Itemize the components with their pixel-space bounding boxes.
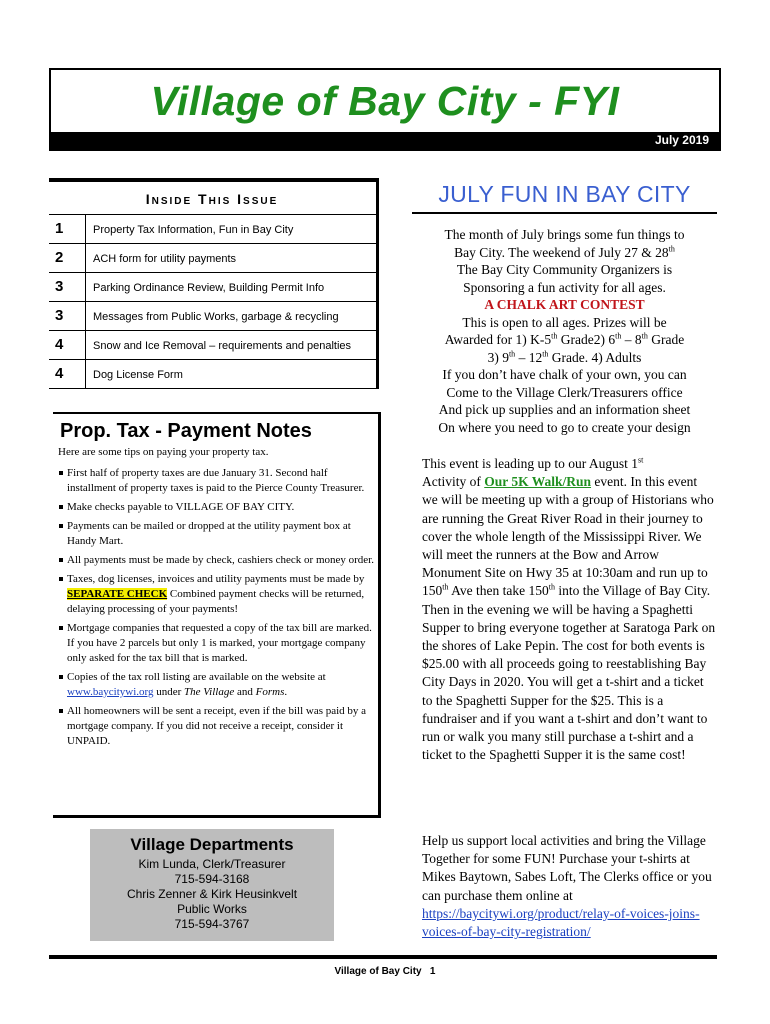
list-item <box>58 500 374 515</box>
superscript: th <box>542 349 549 358</box>
the-village-text: The Village <box>184 686 235 698</box>
superscript: th <box>668 244 675 253</box>
superscript: st <box>637 455 644 465</box>
list-item <box>58 466 374 496</box>
superscript: th <box>615 331 622 341</box>
bullet-text: Copies of the tax roll listing are available on the website at <box>67 671 326 683</box>
divider <box>53 815 381 818</box>
bullet-text: Combined payment checks will be returned, delaying processing of your payments! <box>67 588 365 615</box>
newsletter-title: Village of Bay City - FYI <box>150 78 620 124</box>
divider <box>85 331 86 360</box>
toc-text: Snow and Ice Removal – requirements and penalties <box>93 340 352 352</box>
chalk-art-contest-heading: A CHALK ART CONTEST <box>484 297 645 312</box>
intro-line: The Bay City Community Organizers is <box>456 262 673 277</box>
divider <box>49 178 376 182</box>
department-line: 715-594-3168 <box>174 872 250 886</box>
list-item <box>58 704 374 749</box>
intro-text: Awarded for 1) K-5 <box>444 332 552 347</box>
divider <box>85 244 86 273</box>
inside-title-text: Inside This Issue <box>145 191 279 207</box>
toc-page: 4 <box>55 365 64 382</box>
list-item <box>58 572 374 617</box>
paragraph-text: This event is leading up to our August 1 <box>422 456 638 471</box>
toc-page: 3 <box>55 278 64 295</box>
intro-line: On where you need to go to create your design <box>438 419 691 435</box>
date-bar <box>49 132 721 151</box>
bullet-text: under <box>153 686 185 698</box>
toc-page: 1 <box>55 220 64 237</box>
paragraph-text: Help us support local activities and bring the Village Together for some FUN! Purchase your t-shirts at Mikes Baytown, Sabes Loft, The Clerks office or you can purchase them online at <box>422 833 712 903</box>
page-footer: Village of Bay City 1 <box>334 966 436 977</box>
toc-text: Dog License Form <box>93 369 183 381</box>
intro-text: 3) 9 <box>487 349 509 365</box>
intro-text: – 12 <box>515 349 543 365</box>
intro-line <box>412 331 717 349</box>
inside-this-issue-title <box>49 191 375 207</box>
july-fun-title: JULY FUN IN BAY CITY <box>438 181 691 207</box>
bullet-text: First half of property taxes are due January 31. Second half installment of property taxes is paid to the Pierce County Treasurer. <box>67 467 365 494</box>
department-line: Kim Lunda, Clerk/Treasurer <box>138 857 286 871</box>
intro-line: If you don’t have chalk of your own, you can <box>442 367 687 382</box>
toc-text: Parking Ordinance Review, Building Permit Info <box>93 282 325 294</box>
divider <box>378 412 381 818</box>
property-tax-intro: Here are some tips on paying your property tax. <box>58 446 269 458</box>
chalk-contest-intro <box>412 226 717 436</box>
divider <box>53 412 381 414</box>
list-item <box>58 553 374 568</box>
bullet-text: All payments must be made by check, cashiers check or money order. <box>67 554 374 566</box>
toc-row[interactable] <box>49 243 376 273</box>
divider <box>85 360 86 389</box>
toc-row[interactable] <box>49 272 376 302</box>
toc-row[interactable] <box>49 359 376 389</box>
intro-line <box>412 349 717 367</box>
toc-page: 2 <box>55 249 64 266</box>
toc-page: 3 <box>55 307 64 324</box>
forms-text: Forms <box>255 686 285 698</box>
superscript: th <box>442 582 449 592</box>
toc-row[interactable] <box>49 301 376 331</box>
toc-row[interactable] <box>49 330 376 360</box>
toc-text: Property Tax Information, Fun in Bay City <box>93 224 294 236</box>
toc-text: Messages from Public Works, garbage & recycling <box>93 311 339 323</box>
bullet-text: and <box>234 686 256 698</box>
department-line: Public Works <box>177 902 247 916</box>
intro-line: Sponsoring a fun activity for all ages. <box>463 279 666 295</box>
paragraph-text: event. In this event we will be meeting up with a group of Historians who are running the Great River Road in their journey to cover the whole length of the Mississippi River. We will meet the runners at the Bow and Arrow Monument Site on Hwy 35 at 10:30am and run up to 150 <box>422 474 714 599</box>
5k-walk-run-link[interactable]: Our 5K Walk/Run <box>484 474 592 490</box>
bullet-text: Taxes, dog licenses, invoices and utility payments must be made by <box>67 573 365 585</box>
divider <box>376 178 379 388</box>
toc-page: 4 <box>55 336 64 353</box>
property-tax-box <box>53 412 381 818</box>
divider <box>85 273 86 302</box>
intro-line: The month of July brings some fun things to <box>444 227 685 242</box>
intro-line <box>412 244 717 262</box>
superscript: th <box>551 331 558 341</box>
intro-text: Bay City. The weekend of July 27 & 28 <box>454 244 669 260</box>
inside-this-issue-box <box>49 178 379 389</box>
intro-text: Grade <box>647 332 685 347</box>
intro-text: – 8 <box>621 332 642 347</box>
bullet-text: All homeowners will be sent a receipt, even if the bill was paid by a mortgage company. If you did not receive a receipt, consider it UNPAID. <box>67 705 367 747</box>
divider <box>85 302 86 331</box>
superscript: th <box>548 582 555 592</box>
divider <box>85 215 86 244</box>
property-tax-list <box>58 466 374 753</box>
bullet-text: Mortgage companies that requested a copy of the tax bill are marked. If you have 2 parcels but only 1 is marked, your mortgage company only asked for the tax bill that is marked. <box>67 622 372 664</box>
divider <box>49 955 717 959</box>
bullet-text: Make checks payable to VILLAGE OF BAY CITY. <box>67 501 295 513</box>
support-paragraph <box>422 832 716 941</box>
intro-line: And pick up supplies and an information sheet <box>438 402 691 417</box>
superscript: th <box>508 349 516 358</box>
bullet-text: Payments can be mailed or dropped at the utility payment box at Handy Mart. <box>67 520 351 547</box>
list-item <box>58 670 374 700</box>
intro-text: Grade2) 6 <box>557 332 616 347</box>
intro-line: Come to the Village Clerk/Treasurers office <box>446 384 683 400</box>
divider <box>412 212 717 214</box>
paragraph-text: into the Village of Bay City. Then in the evening we will be having a Spaghetti Supper to bring everyone together at Saratoga Park on the shores of Lake Pepin. The cost for both events is $25.00 with all proceeds going to reestablishing Bay City Days in 2020. You will get a t-shirt and a ticket to the Spaghetti Supper for the $25. This is a fundraiser and if you want a t-shirt and don’t want to run or walk you many still purchase a t-shirt and a ticket to the Spaghetti Supper it is the same cost! <box>422 583 716 763</box>
intro-text: Grade. 4) Adults <box>548 349 642 365</box>
toc-text: ACH form for utility payments <box>93 253 237 265</box>
superscript: th <box>641 331 648 341</box>
paragraph-text: Activity of <box>422 474 485 490</box>
departments-title: Village Departments <box>130 835 294 854</box>
department-line: Chris Zenner & Kirk Heusinkvelt <box>126 887 298 901</box>
paragraph-text: Ave then take 150 <box>448 583 549 599</box>
department-line: 715-594-3767 <box>174 917 250 931</box>
toc-row[interactable] <box>49 214 376 244</box>
property-tax-title: Prop. Tax - Payment Notes <box>60 420 312 442</box>
list-item <box>58 519 374 549</box>
registration-link[interactable]: https://baycitywi.org/product/relay-of-voices-joins-voices-of-bay-city-registration/ <box>422 905 700 940</box>
separate-check-highlight: SEPARATE CHECK <box>67 588 168 600</box>
village-departments-box <box>90 829 334 941</box>
walk-run-paragraph <box>422 455 716 764</box>
list-item <box>58 621 374 666</box>
intro-line: This is open to all ages. Prizes will be <box>462 314 667 330</box>
bullet-text: . <box>284 686 288 698</box>
issue-date: July 2019 <box>654 133 709 147</box>
website-link[interactable]: www.baycitywi.org <box>67 686 154 698</box>
